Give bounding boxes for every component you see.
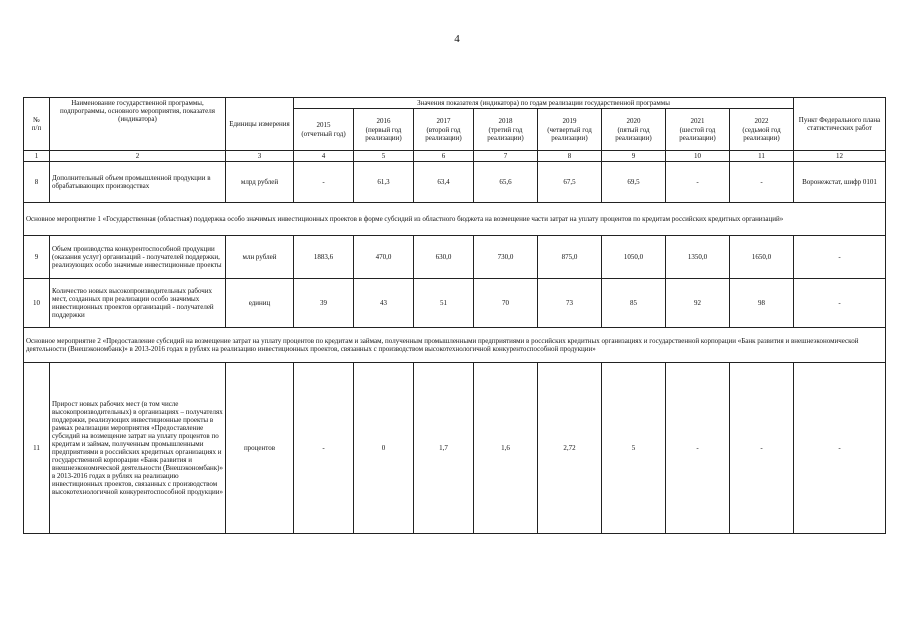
header-num: № п/п bbox=[24, 98, 50, 151]
section-title: Основное мероприятие 1 «Государственная (областная) поддержка особо значимых инвестиционных проектов в форме субсидий из областного бюджета на возмещение части затрат на уплату процентов по кредитам российских кредитных организаций» bbox=[24, 203, 886, 236]
header-fed: Пункт Федерального плана статистических работ bbox=[794, 98, 886, 151]
section-title: Основное мероприятие 2 «Предоставление субсидий на возмещение затрат на уплату процентов по кредитам и займам, полученным промышленными предприятиями в российских кредитных организациях и государственной корпорации «Банк развития и внешнеэкономической деятельности (Внешэкономбанк)» в 2013-2016 годах в рублях на реализацию инвестиционных проектов, связанных с производством высокотехнологичной конкурентоспособной продукции» bbox=[24, 328, 886, 363]
header-year-label: (четвертый год реализации) bbox=[547, 125, 592, 142]
fed-plan-cell: - bbox=[794, 236, 886, 279]
unit-cell: млрд рублей bbox=[226, 162, 294, 203]
header-year-label: (шестой год реализации) bbox=[679, 125, 716, 142]
value-cell: 1,7 bbox=[414, 363, 474, 534]
header-unit: Единицы измерения bbox=[226, 98, 294, 151]
header-year-label: (отчетный год) bbox=[301, 129, 346, 138]
indicators-table bbox=[23, 97, 886, 534]
column-number: 11 bbox=[730, 151, 794, 162]
header-year bbox=[414, 109, 474, 151]
value-cell: 67,5 bbox=[538, 162, 602, 203]
column-number: 10 bbox=[666, 151, 730, 162]
value-cell: 69,5 bbox=[602, 162, 666, 203]
header-row-numbers bbox=[24, 151, 886, 162]
indicator-name: Объем производства конкурентоспособной продукции (оказания услуг) организаций - получателей поддержки, реализующих особо значимые инвестиционные проекты bbox=[50, 236, 226, 279]
indicator-name: Прирост новых рабочих мест (в том числе высокопроизводительных) в организациях – получателях поддержки, реализующих инвестиционные проекты в рамках реализации мероприятия «Предоставление субсидий на возмещение затрат на уплату процентов по кредитам и займам, полученным промышленными предприятиями в российских кредитных организациях и государственной корпорации «Банк развития и внешнеэкономической деятельности (Внешэкономбанк)» в 2013-2016 годах в рублях на реализацию инвестиционных проектов, связанных с производством высокотехнологичной конкурентоспособной продукции» bbox=[50, 363, 226, 534]
value-cell: 730,0 bbox=[474, 236, 538, 279]
column-number: 3 bbox=[226, 151, 294, 162]
column-number: 2 bbox=[50, 151, 226, 162]
header-year-label: (первый год реализации) bbox=[365, 125, 402, 142]
indicator-name: Дополнительный объем промышленной продукции в обрабатывающих производствах bbox=[50, 162, 226, 203]
header-year-value: 2017 bbox=[436, 117, 451, 126]
column-number: 8 bbox=[538, 151, 602, 162]
value-cell: 630,0 bbox=[414, 236, 474, 279]
header-year-label: (третий год реализации) bbox=[487, 125, 524, 142]
value-cell: 98 bbox=[730, 279, 794, 328]
value-cell: - bbox=[730, 363, 794, 534]
value-cell: 63,4 bbox=[414, 162, 474, 203]
fed-plan-cell: Воронежстат, шифр 0101 bbox=[794, 162, 886, 203]
value-cell: 43 bbox=[354, 279, 414, 328]
header-year bbox=[294, 109, 354, 151]
column-number: 5 bbox=[354, 151, 414, 162]
value-cell: - bbox=[730, 162, 794, 203]
row-number: 10 bbox=[24, 279, 50, 328]
value-cell: 470,0 bbox=[354, 236, 414, 279]
value-cell: 0 bbox=[354, 363, 414, 534]
value-cell: 1,6 bbox=[474, 363, 538, 534]
value-cell: 51 bbox=[414, 279, 474, 328]
value-cell: 73 bbox=[538, 279, 602, 328]
value-cell: 85 bbox=[602, 279, 666, 328]
header-year bbox=[354, 109, 414, 151]
value-cell: 1883,6 bbox=[294, 236, 354, 279]
value-cell: 1050,0 bbox=[602, 236, 666, 279]
header-year-label: (пятый год реализации) bbox=[615, 125, 652, 142]
table-row bbox=[24, 162, 886, 203]
header-year bbox=[666, 109, 730, 151]
table-row bbox=[24, 363, 886, 534]
fed-plan-cell: - bbox=[794, 363, 886, 534]
header-year-value: 2022 bbox=[754, 117, 769, 126]
header-year-label: (второй год реализации) bbox=[425, 125, 462, 142]
header-year-value: 2019 bbox=[562, 117, 577, 126]
row-number: 11 bbox=[24, 363, 50, 534]
row-number: 8 bbox=[24, 162, 50, 203]
value-cell: - bbox=[666, 162, 730, 203]
unit-cell: млн рублей bbox=[226, 236, 294, 279]
header-year-value: 2015 bbox=[316, 121, 331, 130]
value-cell: 92 bbox=[666, 279, 730, 328]
section-row bbox=[24, 203, 886, 236]
column-number: 12 bbox=[794, 151, 886, 162]
header-year-value: 2018 bbox=[498, 117, 513, 126]
value-cell: 61,3 bbox=[354, 162, 414, 203]
indicator-name: Количество новых высокопроизводительных рабочих мест, созданных при реализации особо значимых инвестиционных проектов организаций - получателей поддержки bbox=[50, 279, 226, 328]
section-row bbox=[24, 328, 886, 363]
header-year bbox=[474, 109, 538, 151]
value-cell: 5 bbox=[602, 363, 666, 534]
header-row-1 bbox=[24, 98, 886, 109]
value-cell: 65,6 bbox=[474, 162, 538, 203]
value-cell: - bbox=[294, 162, 354, 203]
header-year-value: 2020 bbox=[626, 117, 641, 126]
header-year-value: 2016 bbox=[376, 117, 391, 126]
table-row bbox=[24, 236, 886, 279]
value-cell: 39 bbox=[294, 279, 354, 328]
table-body bbox=[24, 162, 886, 534]
header-values-group: Значения показателя (индикатора) по годам реализации государственной программы bbox=[294, 98, 794, 109]
value-cell: 2,72 bbox=[538, 363, 602, 534]
value-cell: - bbox=[666, 363, 730, 534]
table-row bbox=[24, 279, 886, 328]
header-year bbox=[538, 109, 602, 151]
header-year bbox=[602, 109, 666, 151]
column-number: 6 bbox=[414, 151, 474, 162]
fed-plan-cell: - bbox=[794, 279, 886, 328]
unit-cell: процентов bbox=[226, 363, 294, 534]
value-cell: 1350,0 bbox=[666, 236, 730, 279]
column-number: 1 bbox=[24, 151, 50, 162]
page-number: 4 bbox=[454, 33, 460, 45]
column-number: 9 bbox=[602, 151, 666, 162]
column-number: 7 bbox=[474, 151, 538, 162]
column-number: 4 bbox=[294, 151, 354, 162]
header-year bbox=[730, 109, 794, 151]
value-cell: - bbox=[294, 363, 354, 534]
header-name: Наименование государственной программы, подпрограммы, основного мероприятия, показателя (индикатора) bbox=[50, 98, 226, 151]
row-number: 9 bbox=[24, 236, 50, 279]
value-cell: 1650,0 bbox=[730, 236, 794, 279]
value-cell: 70 bbox=[474, 279, 538, 328]
header-year-value: 2021 bbox=[690, 117, 705, 126]
value-cell: 875,0 bbox=[538, 236, 602, 279]
header-year-label: (седьмой год реализации) bbox=[742, 125, 781, 142]
unit-cell: единиц bbox=[226, 279, 294, 328]
